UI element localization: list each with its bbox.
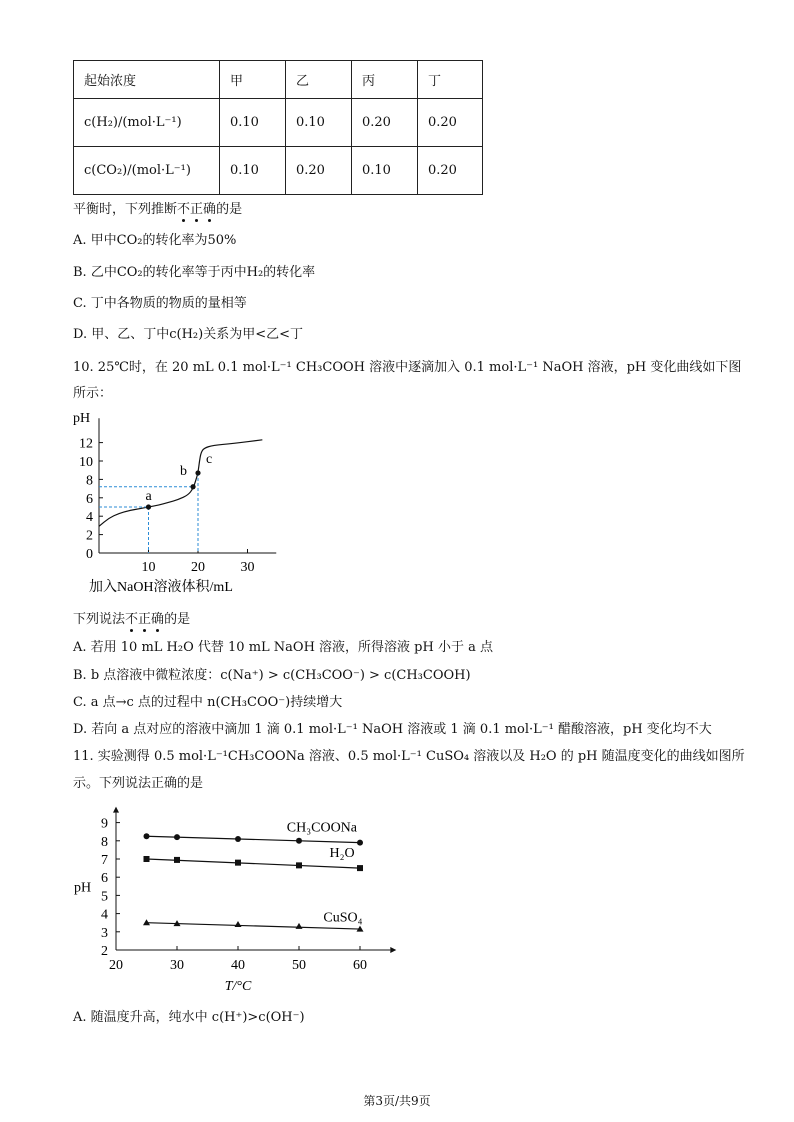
table-header-cell: 丙 bbox=[352, 61, 418, 99]
titration-curve bbox=[99, 440, 262, 526]
point-a bbox=[146, 504, 151, 509]
data-point-square bbox=[144, 856, 150, 862]
point-label-a: a bbox=[145, 489, 152, 504]
data-point-square bbox=[357, 865, 363, 871]
y-tick-label: 6 bbox=[101, 871, 108, 887]
row-label: c(CO₂)/(mol·L⁻¹) bbox=[74, 147, 220, 195]
table-cell: 0.10 bbox=[352, 147, 418, 195]
table-header-cell: 起始浓度 bbox=[74, 61, 220, 99]
table-cell: 0.20 bbox=[418, 147, 483, 195]
q11-stem-line2: 示。下列说法正确的是 bbox=[73, 776, 204, 791]
x-tick-label: 50 bbox=[292, 958, 306, 973]
x-tick-label: 20 bbox=[109, 958, 123, 973]
q10-after-pre: 下列说法 bbox=[73, 612, 126, 627]
x-axis-label: 加入NaOH溶液体积/mL bbox=[89, 580, 233, 595]
y-tick-label: 0 bbox=[86, 547, 93, 562]
series-label: CuSO₄ bbox=[323, 910, 363, 926]
data-point-circle bbox=[235, 836, 241, 842]
table-cell: 0.20 bbox=[418, 99, 483, 147]
data-point-circle bbox=[296, 838, 302, 844]
temperature-ph-chart bbox=[70, 800, 410, 1000]
q9-option-a: A. 甲中CO₂的转化率为50% bbox=[73, 233, 237, 248]
table-cell: 0.10 bbox=[220, 147, 286, 195]
data-point-circle bbox=[357, 840, 363, 846]
y-tick-label: 9 bbox=[101, 816, 108, 832]
table-cell: 0.10 bbox=[220, 99, 286, 147]
point-label-b: b bbox=[180, 463, 188, 479]
x-tick-label: 40 bbox=[231, 958, 245, 973]
table-cell: 0.20 bbox=[352, 99, 418, 147]
y-tick-label: 8 bbox=[86, 473, 93, 489]
series-label: H₂O bbox=[329, 846, 355, 861]
y-axis-label: pH bbox=[73, 411, 91, 427]
row-label: c(H₂)/(mol·L⁻¹) bbox=[74, 99, 220, 147]
q10-option-c: C. a 点→c 点的过程中 n(CH₃COO⁻)持续增大 bbox=[73, 695, 343, 710]
y-tick-label: 2 bbox=[86, 528, 93, 544]
data-point-triangle bbox=[296, 923, 303, 929]
q9-option-b: B. 乙中CO₂的转化率等于丙中H₂的转化率 bbox=[73, 265, 316, 280]
y-axis-label: pH bbox=[74, 880, 92, 896]
table-header-cell: 甲 bbox=[220, 61, 286, 99]
y-tick-label: 12 bbox=[79, 436, 93, 452]
y-tick-label: 10 bbox=[79, 455, 93, 470]
y-tick-label: 2 bbox=[101, 944, 108, 959]
x-tick-label: 10 bbox=[141, 560, 156, 575]
q10-after-emphasis: 不正确 bbox=[125, 612, 165, 627]
q10-option-a: A. 若用 10 mL H₂O 代替 10 mL NaOH 溶液，所得溶液 pH 小于 a 点 bbox=[73, 640, 493, 655]
data-point-circle bbox=[174, 834, 180, 840]
table-row bbox=[74, 147, 483, 195]
x-tick-label: 30 bbox=[170, 958, 184, 973]
y-tick-label: 4 bbox=[86, 510, 93, 526]
point-c bbox=[195, 470, 200, 475]
x-axis-label: T/°C bbox=[224, 979, 252, 994]
q9-option-d: D. 甲、乙、丁中c(H₂)关系为甲<乙<丁 bbox=[73, 327, 303, 342]
x-tick-label: 20 bbox=[191, 560, 205, 575]
q11-stem-line1: 11. 实验测得 0.5 mol·L⁻¹CH₃COONa 溶液、0.5 mol·L⁻¹ CuSO₄ 溶液以及 H₂O 的 pH 随温度变化的曲线如图所 bbox=[73, 749, 745, 764]
data-point-square bbox=[235, 860, 241, 866]
series-label: CH₃COONa bbox=[286, 820, 358, 836]
y-tick-label: 6 bbox=[86, 491, 93, 507]
data-point-square bbox=[296, 862, 302, 868]
q9-stem-pre: 平衡时，下列推断 bbox=[73, 202, 178, 217]
table-row bbox=[74, 99, 483, 147]
table-cell: 0.20 bbox=[286, 147, 352, 195]
table-header-cell: 乙 bbox=[286, 61, 352, 99]
titration-chart bbox=[70, 408, 290, 598]
q10-option-b: B. b 点溶液中微粒浓度：c(Na⁺) > c(CH₃COO⁻) > c(CH₃COOH) bbox=[73, 668, 471, 683]
x-tick-label: 60 bbox=[353, 958, 367, 973]
point-label-c: c bbox=[206, 451, 213, 467]
x-tick-label: 30 bbox=[240, 560, 255, 575]
y-tick-label: 4 bbox=[101, 907, 108, 923]
q10-stem-line1: 10. 25℃时，在 20 mL 0.1 mol·L⁻¹ CH₃COOH 溶液中逐滴加入 0.1 mol·L⁻¹ NaOH 溶液，pH 变化曲线如下图 bbox=[73, 360, 742, 375]
table-cell: 0.10 bbox=[286, 99, 352, 147]
concentration-table bbox=[73, 60, 483, 195]
q10-after-stem bbox=[73, 608, 190, 627]
point-b bbox=[190, 484, 195, 489]
table-header-row bbox=[74, 61, 483, 99]
table-header-cell: 丁 bbox=[418, 61, 483, 99]
y-axis-arrow bbox=[113, 807, 119, 813]
y-tick-label: 3 bbox=[101, 925, 108, 941]
q10-option-d: D. 若向 a 点对应的溶液中滴加 1 滴 0.1 mol·L⁻¹ NaOH 溶液或 1 滴 0.1 mol·L⁻¹ 醋酸溶液，pH 变化均不大 bbox=[73, 722, 712, 737]
x-axis-arrow bbox=[390, 947, 396, 953]
data-point-triangle bbox=[235, 921, 242, 927]
q9-option-c: C. 丁中各物质的物质的量相等 bbox=[73, 296, 247, 311]
data-point-square bbox=[174, 857, 180, 863]
y-tick-label: 8 bbox=[101, 834, 108, 850]
y-tick-label: 5 bbox=[101, 889, 108, 905]
data-point-circle bbox=[144, 833, 150, 839]
q9-stem bbox=[73, 198, 242, 217]
q11-option-a: A. 随温度升高，纯水中 c(H⁺)>c(OH⁻) bbox=[73, 1010, 305, 1025]
page-footer: 第3页/共9页 bbox=[363, 1094, 431, 1108]
q9-stem-post: 的是 bbox=[216, 202, 243, 217]
y-tick-label: 7 bbox=[101, 853, 108, 868]
q9-stem-emphasis: 不正确 bbox=[177, 202, 217, 217]
q10-stem-line2: 所示： bbox=[73, 386, 113, 401]
q10-after-post: 的是 bbox=[164, 612, 191, 627]
